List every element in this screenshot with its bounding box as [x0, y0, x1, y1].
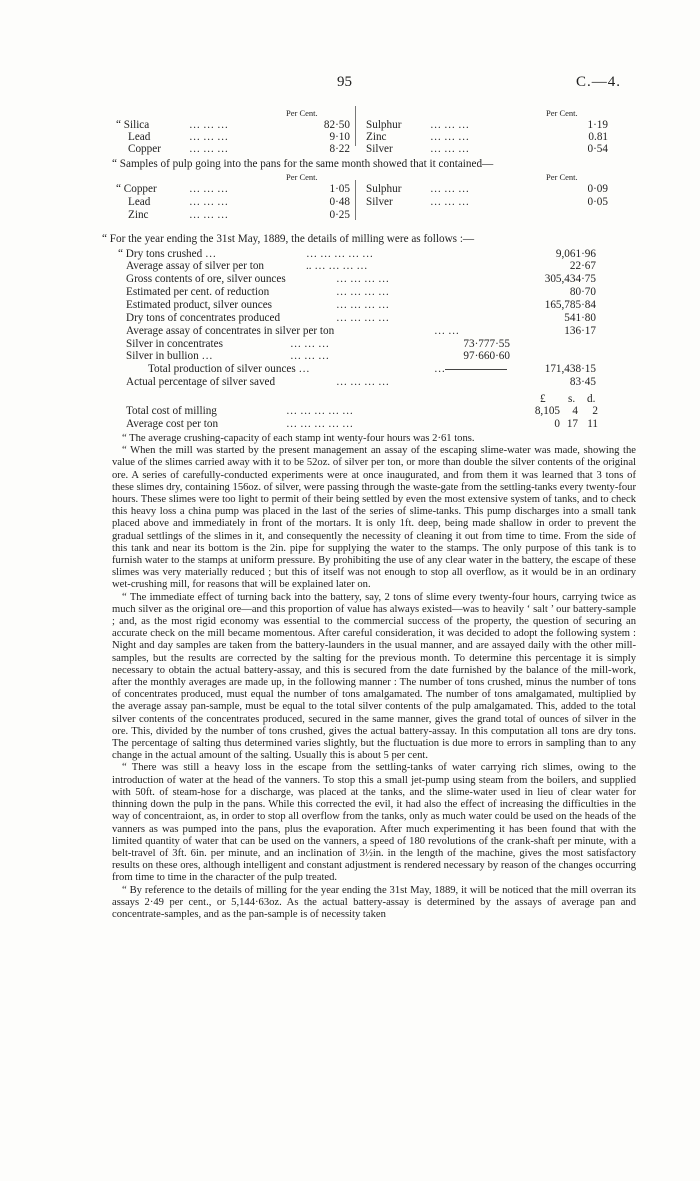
shillings-header: s. — [568, 393, 576, 405]
leader-dots: .. … … … … — [306, 260, 368, 272]
milling-label: Estimated product, silver ounces — [126, 299, 273, 311]
milling-label: Estimated per cent. of reduction — [126, 286, 270, 298]
leader-dots: … … … — [430, 131, 470, 143]
leader-dots: … … … … … — [286, 405, 354, 417]
pulp-intro: “ Samples of pulp going into the pans for the same month showed that it contained— — [112, 158, 494, 170]
leader-dots: … … … — [430, 183, 470, 195]
leader-dots: … … … … — [336, 286, 390, 298]
page-number: 95 — [337, 74, 352, 90]
assay-name: Lead — [128, 131, 151, 143]
milling-label: Silver in concentrates — [126, 338, 223, 350]
milling-value: 171,438·15 — [544, 363, 596, 375]
milling-subvalue: 73·777·55 — [463, 338, 510, 350]
pounds-header: £ — [540, 393, 546, 405]
leader-dots: … … … … — [336, 312, 390, 324]
leader-dots: … … … … — [336, 299, 390, 311]
pulp-value: 0·05 — [587, 196, 608, 208]
leader-dots: … … … — [290, 338, 330, 350]
milling-value: 136·17 — [564, 325, 596, 337]
milling-label: Silver in bullion … — [126, 350, 213, 362]
milling-value: 9,061·96 — [555, 248, 596, 260]
leader-dots: … … … — [189, 196, 229, 208]
assay-value: 8·22 — [329, 143, 350, 155]
leader-dots: … … … — [189, 131, 229, 143]
leader-dots: … … … — [189, 143, 229, 155]
milling-value: 80·70 — [569, 286, 596, 298]
cost-label: Total cost of milling — [126, 405, 217, 417]
assay-value: 0.81 — [588, 131, 608, 143]
paragraph: “ By reference to the details of milling for the year ending the 31st May, 1889, it will be noticed that the mill overran its assays 2·49 per cent., or 5,144·63oz. As the actual battery-assay is determined by the assays of average pan and concentrate-samples, and as the pan-sample is of necessity taken — [112, 884, 636, 920]
pulp-value: 0·09 — [587, 183, 608, 195]
pence-header: d. — [587, 393, 596, 405]
pulp-value: 1·05 — [329, 183, 350, 195]
leader-dots: … — [434, 363, 446, 375]
column-divider — [355, 106, 356, 146]
leader-dots: … … … … — [336, 376, 390, 388]
milling-value: 165,785·84 — [544, 299, 596, 311]
leader-dots: … … … — [189, 119, 229, 131]
milling-value: 22·67 — [569, 260, 596, 272]
milling-label: Average assay of concentrates in silver per ton — [126, 325, 335, 337]
assay-value: 1·19 — [587, 119, 608, 131]
document-code: C.—4. — [576, 74, 622, 90]
milling-label: Total production of silver ounces … — [148, 363, 310, 375]
milling-label: Gross contents of ore, silver ounces — [126, 273, 286, 285]
milling-value: 541·80 — [564, 312, 596, 324]
body-text — [112, 433, 636, 921]
cost-pence: 11 — [587, 418, 598, 430]
cost-pounds: 0 — [554, 418, 560, 430]
leader-dots: … … … … … — [286, 418, 354, 430]
column-divider — [355, 180, 356, 220]
leader-dots: … … … — [430, 196, 470, 208]
pulp-value: 0·25 — [329, 209, 350, 221]
milling-value: 305,434·75 — [544, 273, 596, 285]
pulp-name: Silver — [366, 196, 393, 208]
sum-rule — [445, 369, 507, 370]
percent-header-right: Per Cent. — [546, 172, 578, 182]
percent-header-left: Per Cent. — [286, 172, 318, 182]
paragraph: “ When the mill was started by the present management an assay of the escaping slime-water was made, showing the value of the slimes carried away with it to be 52oz. of silver per ton, or more than double the silver contents of the original ore. A series of carefully-conducted experiments were at once inaugurated, and from them it was learned that 3 tons of these slimes dry, containing 156oz. of silver, were passing through the waste-gate from the settling-tanks every twenty-four hours. These slimes were too light to permit of their being settled by even the most extensive system of tanks, and to check this heavy loss a china pump was placed in the last of the series of slime-tanks. This pump discharges into a small tank placed above and immediately in front of the mortars. It is only 1ft. deep, being made shallow in order to prevent the gradual settlings of the slimes in it, and consequently the necessity of cleaning it out from time to time. From the side of this tank and near its bottom is the 2in. pipe for supplying the water to the stamps. The only purpose of this tank is to furnish water to the stamps at uniform pressure. By prohibiting the use of any clear water in the battery, the escape of these slimes was very materially reduced ; but this of itself was not enough to stop all overflow, as it would be in an ordinary wet-crushing mill, for reasons that will be explained later on. — [112, 445, 636, 591]
assay-value: 9·10 — [329, 131, 350, 143]
assay-value: 0·54 — [587, 143, 608, 155]
assay-name: “ Silica — [116, 119, 150, 131]
milling-value: 83·45 — [569, 376, 596, 388]
pulp-name: Sulphur — [366, 183, 402, 195]
pulp-name: “ Copper — [116, 183, 157, 195]
milling-subvalue: 97·660·60 — [463, 350, 510, 362]
paragraph: “ There was still a heavy loss in the escape from the settling-tanks of water carrying rich slimes, owing to the introduction of water at the head of the vanners. To stop this a small jet-pump using steam from the boilers, and supplied with 50ft. of steam-hose for a discharge, was placed at the tanks, and the slime-water used in lieu of clear water for thinning down the pulp in the pans. While this corrected the evil, it had also the effect of increasing the difficulties in the way of concentraiont, as, in order to stop all overflow from the tanks, only as much water could be used on the heads of the vanners as was pumped into the pans, plus the evaporation. After much experimenting it has been found that with the limited quantity of water that can be used on the vanners, a speed of 180 revolutions of the crank-shaft per minute, with a belt-travel of 3ft. 6in. per minute, and an inclination of 3½in. in the length of the machine, gives the most satisfactory results on these ores, although intelligent and constant adjustment is rendered necessary by reason of the changes occurring from time to time in the character of the pulp treated. — [112, 762, 636, 884]
pulp-name: Zinc — [128, 209, 149, 221]
leader-dots: … … … — [189, 209, 229, 221]
assay-value: 82·50 — [323, 119, 350, 131]
milling-intro: “ For the year ending the 31st May, 1889, the details of milling were as follows :— — [102, 233, 475, 245]
assay-name: Copper — [128, 143, 161, 155]
leader-dots: … … … — [189, 183, 229, 195]
assay-name: Sulphur — [366, 119, 402, 131]
cost-label: Average cost per ton — [126, 418, 219, 430]
percent-header-left: Per Cent. — [286, 108, 318, 118]
leader-dots: … … … … — [336, 273, 390, 285]
leader-dots: … … … — [430, 143, 470, 155]
leader-dots: … … … — [430, 119, 470, 131]
paragraph: “ The immediate effect of turning back into the battery, say, 2 tons of slime every twenty-four hours, carrying twice as much silver as the original ore—and this proportion of value has always existed—was to heavily ‘ salt ’ our battery-sample ; and, as the most rigid economy was essential to the commercial success of the property, the question of securing an accurate check on the mill became momentous. After careful consideration, it was decided to adopt the following system : Night and day samples are taken from the battery-launders in the usual manner, and are assayed daily with the other mill-samples, but the results are corrected by the salting for the previous month. To determine this percentage it is simply necessary to obtain the actual battery-assay, and this is secured from the date furnished by the balance of the mill-work, after the monthly averages are made up, in the following manner : The number of tons crushed, minus the number of tons of concentrates produced, must equal the number of tons amalgamated. The number of tons amalgamated, multiplied by the average assay pan-sample, must be equal to the total silver contents of the pulp amalgamated. This, added to the total silver contents of the concentrates produced, secured in the same manner, gives the grand total of ounces of silver in the ore. This, divided by the number of tons crushed, gives the actual battery-assay. In this computation all tons are dry tons. The percentage of salting thus determined varies slightly, but the fluctuation is due more to errors in sampling than to any change in the actual amount of the salting. Usually this is about 5 per cent. — [112, 591, 636, 762]
cost-shillings: 17 — [566, 418, 578, 430]
cost-shillings: 4 — [572, 405, 578, 417]
pulp-value: 0·48 — [329, 196, 350, 208]
assay-name: Zinc — [366, 131, 387, 143]
milling-label: Average assay of silver per ton — [126, 260, 265, 272]
cost-pence: 2 — [592, 405, 598, 417]
milling-label: Dry tons of concentrates produced — [126, 312, 281, 324]
assay-name: Silver — [366, 143, 393, 155]
milling-label: “ Dry tons crushed … — [118, 248, 217, 260]
leader-dots: … … — [434, 325, 460, 337]
cost-pounds: 8,105 — [534, 405, 560, 417]
paragraph: “ The average crushing-capacity of each stamp int wenty-four hours was 2·61 tons. — [122, 433, 475, 444]
milling-label: Actual percentage of silver saved — [126, 376, 276, 388]
leader-dots: … … … — [290, 350, 330, 362]
percent-header-right: Per Cent. — [546, 108, 578, 118]
pulp-name: Lead — [128, 196, 151, 208]
leader-dots: … … … … … — [306, 248, 374, 260]
